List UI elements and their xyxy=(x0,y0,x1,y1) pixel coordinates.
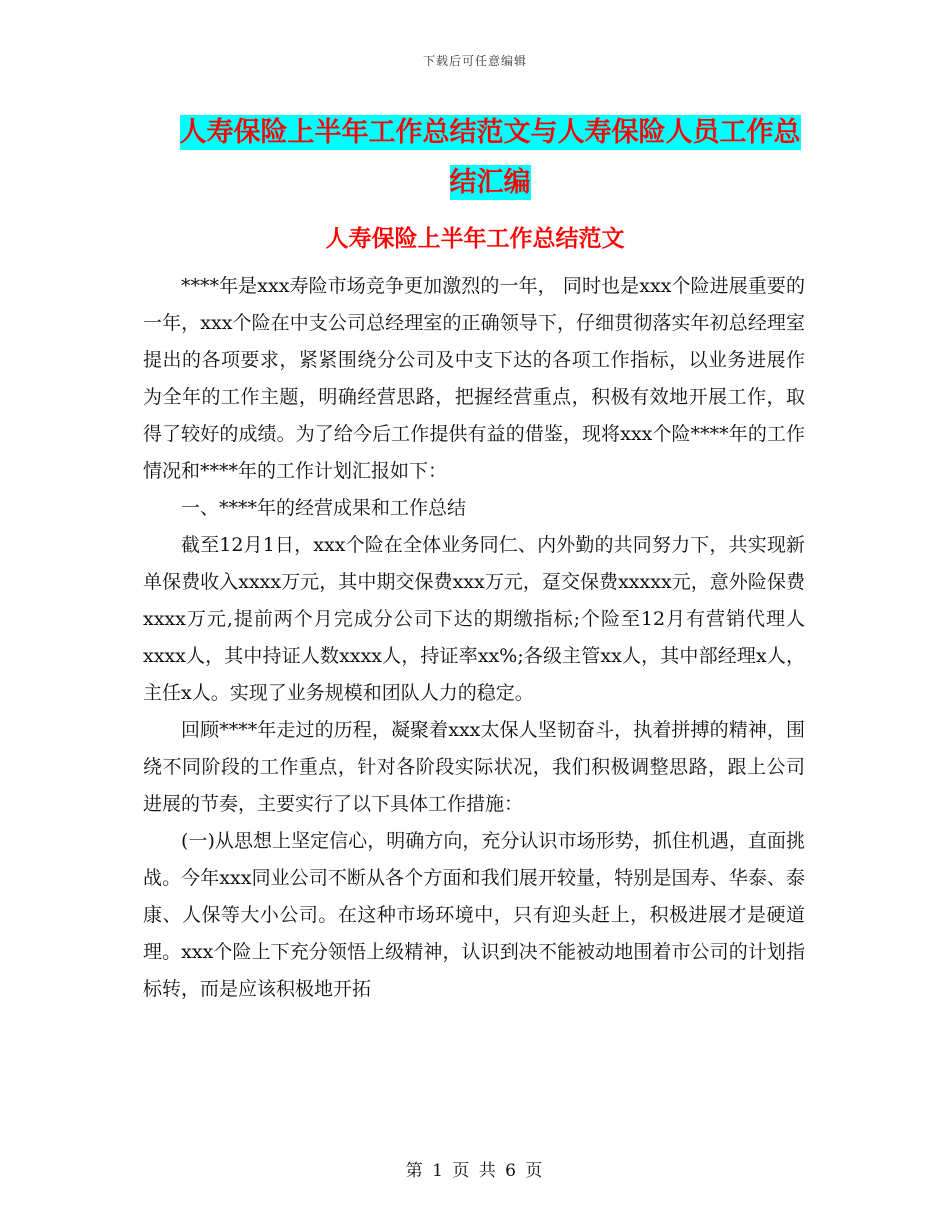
paragraph-intro: ****年是xxx寿险市场竞争更加激烈的一年， 同时也是xxx个险进展重要的一年，xxx个险在中支公司总经理室的正确领导下，仔细贯彻落实年初总经理室提出的各项要求，紧紧围绕分公司及中支下达的各项工作指标，以业务进展作为全年的工作主题，明确经营思路，把握经营重点，积极有效地开展工作，取得了较好的成绩。为了给今后工作提供有益的借鉴，现将xxx个险****年的工作情况和****年的工作计划汇报如下： xyxy=(143,275,805,482)
document-title-line1: 人寿保险上半年工作总结范文与人寿保险人员工作总 xyxy=(179,117,801,148)
page-footer: 第 1 页 共 6 页 xyxy=(405,1161,545,1181)
paragraph-review: 回顾****年走过的历程，凝聚着xxx太保人坚韧奋斗，执着拼搏的精神，围绕不同阶段的工作重点，针对各阶段实际状况，我们积极调整思路，跟上公司进展的节奏，主要实行了以下具体工作措施： xyxy=(143,719,805,815)
section-title: 人寿保险上半年工作总结范文 xyxy=(325,226,625,252)
document-title xyxy=(150,108,830,208)
document-body xyxy=(143,268,805,1008)
paragraph-heading-1: 一、****年的经营成果和工作总结 xyxy=(181,497,467,519)
document-title-line2: 结汇编 xyxy=(449,167,531,198)
header-note: 下载后可任意编辑 xyxy=(422,54,527,68)
paragraph-measure-1: (一)从思想上坚定信心，明确方向，充分认识市场形势，抓住机遇，直面挑战。今年xxx同业公司不断从各个方面和我们展开较量，特别是国寿、华泰、泰康、人保等大小公司。在这种市场环境中，只有迎头赶上，积极进展才是硬道理。xxx个险上下充分领悟上级精神，认识到决不能被动地围着市公司的计划指标转，而是应该积极地开拓 xyxy=(143,830,805,1000)
paragraph-results: 截至12月1日，xxx个险在全体业务同仁、内外勤的共同努力下，共实现新单保费收入xxxx万元，其中期交保费xxx万元，趸交保费xxxxx元，意外险保费xxxx万元,提前两个月完成分公司下达的期缴指标;个险至12月有营销代理人xxxx人，其中持证人数xxxx人，持证率xx%;各级主管xx人，其中部经理x人，主任x人。实现了业务规模和团队人力的稳定。 xyxy=(143,534,805,704)
